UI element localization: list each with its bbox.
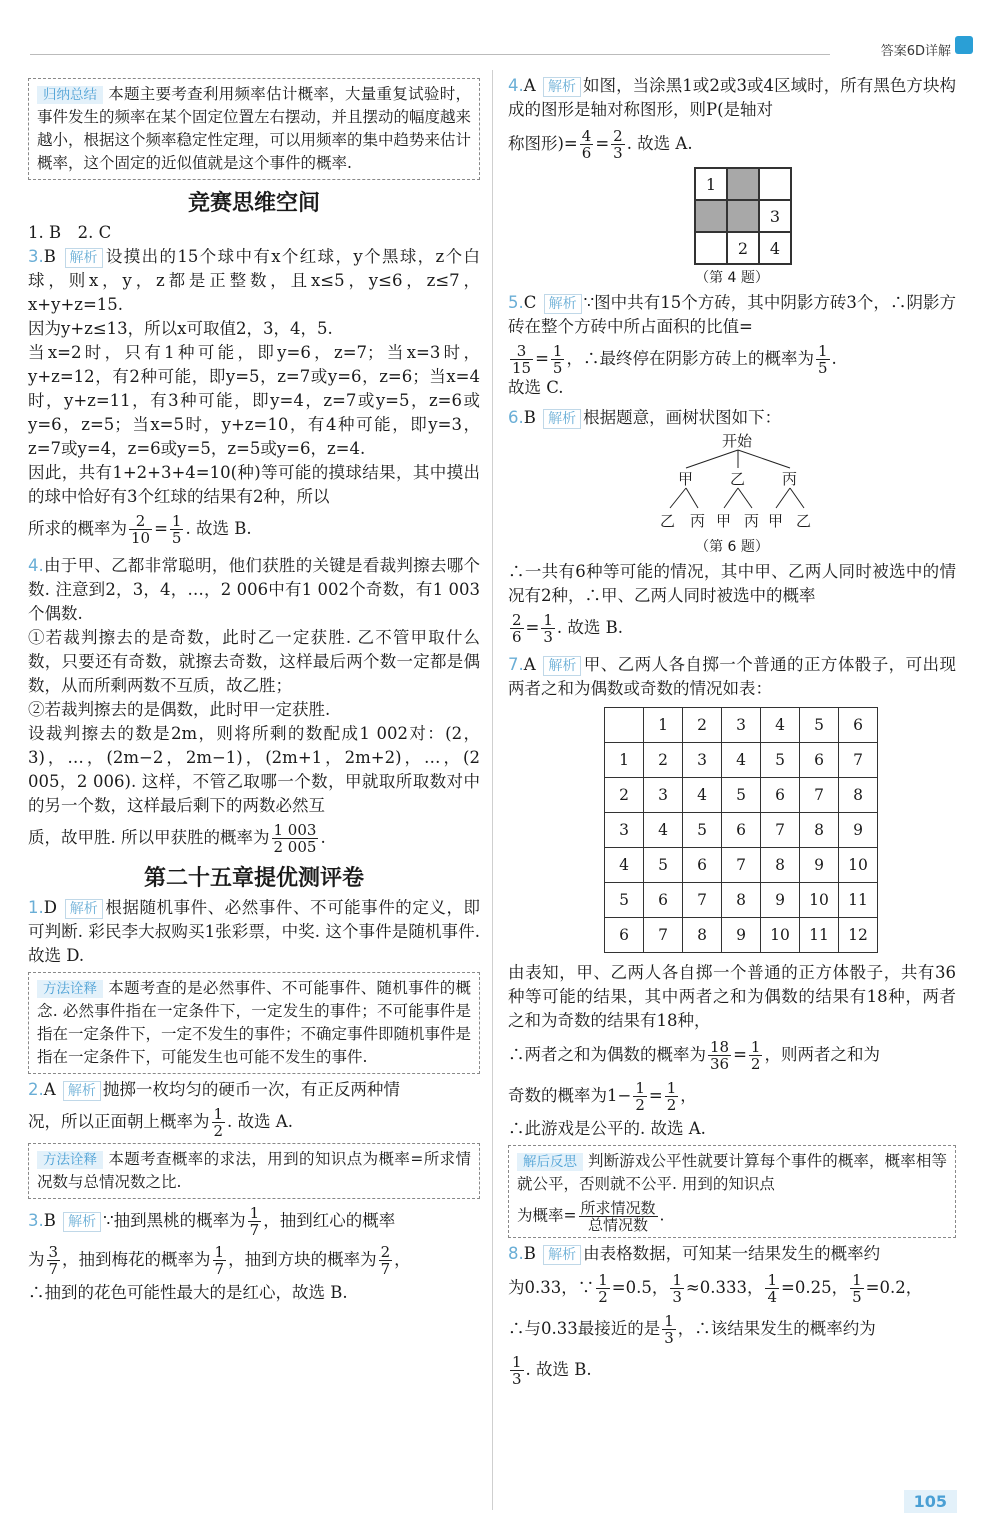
fraction: $\frac{1}{2}$ (666, 1079, 677, 1114)
table-cell: 10 (761, 918, 800, 953)
header-label: 答案6D详解 (880, 44, 951, 59)
grid-cell (695, 200, 727, 232)
table-cell: 7 (839, 743, 878, 778)
table-row (605, 848, 878, 883)
table-cell: 5 (605, 883, 644, 918)
table-cell: 4 (683, 778, 722, 813)
tree-leaf: 乙 (660, 512, 676, 530)
table-cell: 6 (722, 813, 761, 848)
analysis-tag: 解析 (543, 77, 581, 97)
fraction: $\frac{1}{2}$ (598, 1271, 608, 1306)
method-tag: 方法诠释 (37, 1151, 103, 1169)
header-rule (30, 54, 830, 55)
tree-node: 丙 (782, 470, 798, 488)
test-question-4: 4.A 解析 如图，当涂黑1或2或3或4区域时，所有黑色方块构成的图形是轴对称图形，则P(是轴对 称图形)= $\frac{4}{6}$ = $\frac{2}{3}$ . 故选 A. 1 3 2 4 （第 4 题） (508, 76, 956, 286)
dice-sum-table (604, 707, 878, 953)
summary-box (28, 78, 480, 180)
table-cell: 2 (683, 708, 722, 743)
grid-cell: 2 (727, 232, 759, 264)
table-cell: 7 (800, 778, 839, 813)
fraction: $\frac{1}{5}$ (852, 1271, 862, 1306)
table-cell: 6 (800, 743, 839, 778)
analysis-tag: 解析 (65, 899, 103, 919)
table-cell: 8 (839, 778, 878, 813)
fraction: $\frac{1}{3}$ (543, 611, 553, 646)
tree-node: 乙 (730, 470, 746, 488)
table-cell: 5 (800, 708, 839, 743)
fraction: $\frac{1}{2}$ (750, 1038, 761, 1073)
fraction: $\frac{1}{3}$ (512, 1353, 522, 1388)
analysis-tag: 解析 (63, 1212, 101, 1232)
test-question-8: 8.B 解析 由表格数据，可知某一结果发生的概率约 为0.33，∵ $\frac{1}{2}$ =0.5， $\frac{1}{3}$ ≈0.333， $\frac{1}{4}$ =0.25， $\frac{1}{5}$ =0.2， ∴与0.33最接近的是 $\frac{1}{3}$ ，∴该结果发生的概率约为 $\frac{1}{3}$ . 故选 B. (508, 1244, 923, 1388)
table-cell: 1 (644, 708, 683, 743)
analysis-tag: 解析 (544, 294, 582, 314)
page-number: 105 (904, 1490, 957, 1513)
table-cell: 7 (683, 883, 722, 918)
table-cell: 11 (800, 918, 839, 953)
table-row (605, 918, 878, 953)
fraction: $\frac{2}{6}$ (512, 611, 522, 646)
table-cell: 9 (800, 848, 839, 883)
fraction: $\frac{1}{7}$ (214, 1243, 225, 1278)
table-cell: 6 (761, 778, 800, 813)
fraction: $\frac{1}{7}$ (249, 1204, 260, 1239)
fraction: $\frac{1}{5}$ (817, 342, 828, 377)
table-cell: 2 (605, 778, 644, 813)
fraction: $\frac{1 003}{2 005}$ (273, 821, 317, 856)
table-row (605, 708, 878, 743)
figure-caption-q6: （第 6 题） (695, 539, 769, 555)
question-4: 4.由于甲、乙都非常聪明，他们获胜的关键是看裁判擦去哪个数. 注意到2，3，4，…，2 006中有1 002个奇数，有1 003个偶数. ①若裁判擦去的是奇数，此时乙一定获胜. 乙不管甲取什么数，只要还有奇数，就擦去奇数，这样最后两个数一定都是偶数，从而所剩两数不互质，故乙胜； ②若裁判擦去的是偶数，此时甲一定获胜. 设裁判擦去的数是2m，则将所剩的数配成1 002对：(2，3)，…，(2m−2，2m−1)，(2m+1，2m+2)，…，(2 005，2 006). 这样，不管乙取哪一个数，甲就取所取数对中的另一个数，这样最后剩下的两数必然互 质，故甲胜. 所以甲获胜的概率为 $\frac{1 003}{2 005}$ . (28, 556, 480, 856)
fraction: $\frac{1}{4}$ (767, 1271, 778, 1306)
analysis-tag: 解析 (543, 409, 581, 429)
method-tag: 方法诠释 (37, 980, 103, 998)
table-cell: 6 (644, 883, 683, 918)
table-cell: 8 (683, 918, 722, 953)
table-cell: 12 (839, 918, 878, 953)
table-row (605, 743, 878, 778)
fraction: $\frac{2}{7}$ (380, 1243, 391, 1278)
tree-node: 甲 (678, 470, 694, 488)
table-cell: 10 (839, 848, 878, 883)
test-question-5: 5.C 解析 ∵图中共有15个方砖，其中阴影方砖3个，∴阴影方砖在整个方砖中所占面积的比值= $\frac{3}{15}$ = $\frac{1}{5}$ ，∴最终停在阴影方砖上的概率为 $\frac{1}{5}$ . 故选 C. (508, 293, 956, 397)
table-cell: 5 (761, 743, 800, 778)
summary-tag: 归纳总结 (37, 86, 103, 104)
table-cell: 1 (605, 743, 644, 778)
table-cell: 3 (605, 813, 644, 848)
fraction: $\frac{4}{6}$ (581, 127, 592, 162)
test-question-7: 7.A 解析 甲、乙两人各自掷一个普通的正方体骰子，可出现两者之和为偶数或奇数的情况如表： 1 2 3 4 5 6 1 2 3 4 5 6 7 2 3 4 5 6 7 8 3 4 5 6 7 8 9 4 5 6 7 8 9 10 5 6 7 8 9 10 11 6 7 8 9 10 11 12 由表知，甲、乙两人各自掷一个普通的正方体骰子，共有36种等可能的结果，其中两者之和为偶数的结果有18种，两者之和为奇数的结果有18种， ∴两者之和为偶数的概率为 $\frac{18}{36}$ = $\frac{1}{2}$ ，则两者之和为 奇数的概率为1− $\frac{1}{2}$ = $\frac{1}{2}$ ， ∴此游戏是公平的. 故选 A. (508, 655, 956, 1138)
reflection-box: 解后反思 判断游戏公平性就要计算每个事件的概率，概率相等就公平，否则就不公平. 用到的知识点 为概率= $\frac{\text{所求情况数}}{\text{总情况数}}$ . (508, 1145, 956, 1238)
method-box-2: 方法诠释 本题考查概率的求法，用到的知识点为概率=所求情况数与总情况数之比. (28, 1143, 480, 1199)
fraction: $\frac{1}{5}$ (171, 512, 182, 547)
method-box-1: 方法诠释 本题考查的是必然事件、不可能事件、随机事件的概念. 必然事件指在一定条件下，一定发生的事件；不可能事件是指在一定条件下，一定不发生的事件；不确定事件即随机事件是指在一定条件下，可能发生也可能不发生的事件. (28, 972, 480, 1074)
table-cell: 4 (605, 848, 644, 883)
table-cell: 3 (644, 778, 683, 813)
figure-grid-q4 (694, 167, 792, 265)
table-row (605, 883, 878, 918)
tree-diagram (658, 430, 818, 534)
grid-cell: 4 (759, 232, 791, 264)
fraction: $\frac{18}{36}$ (710, 1038, 730, 1073)
grid-cell (727, 200, 759, 232)
tree-leaf: 甲 (768, 512, 784, 530)
fraction: $\frac{2}{3}$ (613, 127, 623, 162)
test-question-6: 6.B 解析 根据题意，画树状图如下： 开始 甲 乙 丙 乙 丙 甲 丙 甲 乙 （第 6 题） ∴一共有6种等可能的情况，其中甲、乙两人同时被选中的情况有2种，∴甲、乙两人同时被选中的概率 $\frac{2}{6}$ = $\frac{1}{3}$ . 故选 B. (508, 408, 956, 646)
fraction: $\frac{3}{15}$ (512, 342, 532, 377)
table-cell: 3 (722, 708, 761, 743)
table-cell: 7 (722, 848, 761, 883)
fraction: $\frac{1}{3}$ (664, 1312, 674, 1347)
table-cell: 4 (644, 813, 683, 848)
test-question-2: 2.A 解析 抛掷一枚均匀的硬币一次，有正反两种情 况，所以正面朝上概率为 $\frac{1}{2}$ . 故选 A. (28, 1080, 400, 1140)
tree-leaf: 乙 (796, 512, 812, 530)
table-cell: 6 (683, 848, 722, 883)
table-cell: 4 (722, 743, 761, 778)
analysis-tag: 解析 (543, 656, 581, 676)
tree-leaf: 甲 (716, 512, 732, 530)
fraction: $\frac{1}{2}$ (635, 1079, 645, 1114)
left-column (28, 74, 480, 1305)
fraction: $\frac{2}{10}$ (131, 512, 151, 547)
figure-caption-q4: （第 4 题） (695, 270, 769, 286)
table-cell: 2 (644, 743, 683, 778)
grid-cell: 3 (759, 200, 791, 232)
section-title-chapter-test: 第二十五章提优测评卷 (143, 866, 364, 891)
fraction: $\frac{1}{5}$ (552, 342, 563, 377)
right-column (508, 74, 956, 1387)
tree-leaf: 丙 (744, 512, 760, 530)
table-cell: 7 (644, 918, 683, 953)
fraction: $\frac{1}{3}$ (672, 1271, 682, 1306)
table-cell: 8 (761, 848, 800, 883)
table-cell: 10 (800, 883, 839, 918)
test-question-1: 1.D 解析 根据随机事件、必然事件、不可能事件的定义，即可判断. 彩民李大叔购买1张彩票，中奖. 这个事件是随机事件. 故选 D. (28, 898, 481, 965)
tree-root: 开始 (722, 432, 753, 450)
table-cell: 5 (683, 813, 722, 848)
test-question-3: 3.B 解析 ∵抽到黑桃的概率为 $\frac{1}{7}$ ，抽到红心的概率 为 $\frac{3}{7}$ ，抽到梅花的概率为 $\frac{1}{7}$ ，抽到方块的概率为 $\frac{2}{7}$ ， ∴抽到的花色可能性最大的是红心，故选 B. (28, 1204, 411, 1302)
table-cell: 9 (761, 883, 800, 918)
table-cell: 6 (605, 918, 644, 953)
table-cell: 9 (839, 813, 878, 848)
grid-cell (759, 168, 791, 200)
table-cell (605, 708, 644, 743)
table-cell: 6 (839, 708, 878, 743)
grid-cell: 1 (695, 168, 727, 200)
analysis-tag: 解析 (543, 1245, 581, 1265)
table-cell: 9 (722, 918, 761, 953)
answers-1-2: 1. B 2. C (28, 223, 112, 242)
table-cell: 8 (722, 883, 761, 918)
analysis-tag: 解析 (63, 1081, 101, 1101)
fraction: $\frac{\text{所求情况数}}{\text{总情况数}}$ (580, 1199, 656, 1234)
cap-icon (955, 36, 973, 54)
question-3: 3.B 解析 设摸出的15个球中有x个红球，y个黑球，z个白球，则x，y，z都是正整数，且x≤5，y≤6，z≤7，x+y+z=15. 因为y+z≤13，所以x可取值2，3，4，5. 当x=2时，只有1种可能，即y=6，z=7；当x=3时，y+z=12，有2种可能，即y=5，z=7或y=6，z=6；当x=4时，y+z=11，有3种可能，即y=4，z=7或y=5，z=6或y=6，z=5；当x=5时，y+z=10，有4种可能，即y=3，z=7或y=4，z=6或y=5，z=5或y=6，z=4. 因此，共有1+2+3+4=10(种)等可能的摸球结果，其中摸出的球中恰好有3个红球的结果有2种，所以 所求的概率为 $\frac{2}{10}$ = $\frac{1}{5}$ . 故选 B. (28, 247, 480, 547)
column-divider (492, 70, 493, 1510)
reflection-tag: 解后反思 (517, 1153, 583, 1171)
section-title-competition: 竞赛思维空间 (187, 191, 320, 216)
table-cell: 5 (644, 848, 683, 883)
table-cell: 5 (722, 778, 761, 813)
grid-cell (727, 168, 759, 200)
tree-leaf: 丙 (690, 512, 706, 530)
table-cell: 11 (839, 883, 878, 918)
grid-cell (695, 232, 727, 264)
analysis-tag: 解析 (65, 248, 103, 268)
table-cell: 8 (800, 813, 839, 848)
fraction: $\frac{1}{2}$ (213, 1105, 224, 1140)
fraction: $\frac{3}{7}$ (48, 1243, 59, 1278)
table-cell: 7 (761, 813, 800, 848)
table-row (605, 778, 878, 813)
summary-text: 本题主要考查利用频率估计概率，大量重复试验时，事件发生的频率在某个固定位置左右摆动，并且摆动的幅度越来越小，根据这个频率稳定性定理，可以用频率的集中趋势来估计概率，这个固定的近似值就是这个事件的概率. (37, 85, 472, 172)
table-cell: 3 (683, 743, 722, 778)
table-cell: 4 (761, 708, 800, 743)
table-row (605, 813, 878, 848)
